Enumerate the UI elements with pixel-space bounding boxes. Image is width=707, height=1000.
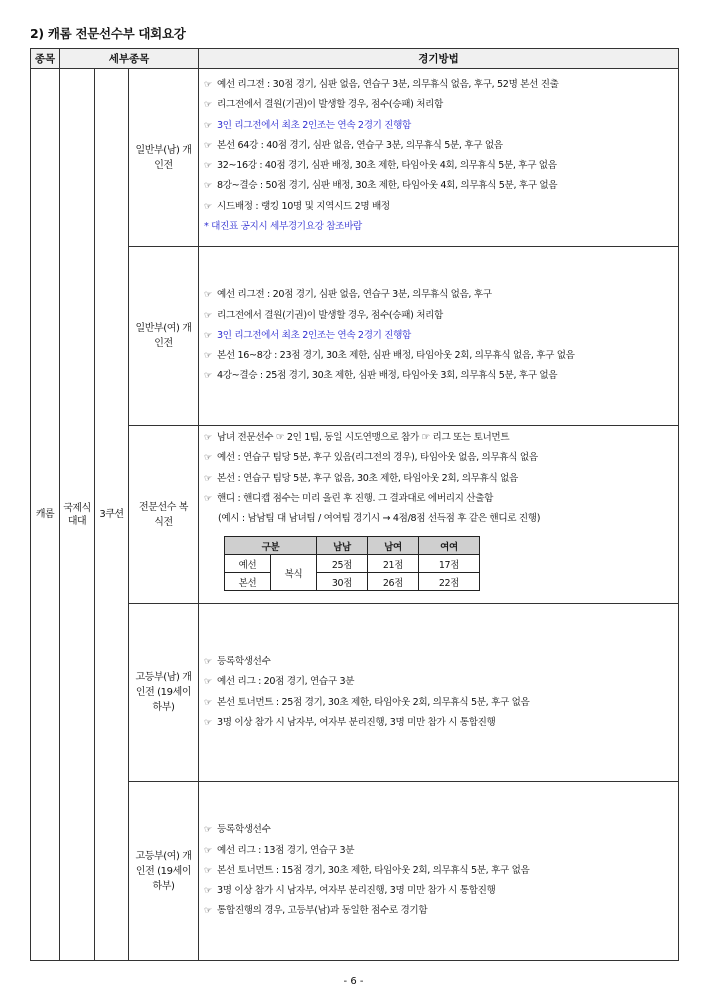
handicap-header-cell: 여여 [419, 537, 480, 555]
rule-line [204, 448, 674, 468]
rule-line [204, 820, 674, 840]
rule-line [204, 285, 674, 305]
rule-text: 3명 이상 참가 시 남자부, 여자부 분리진행, 3명 미만 참가 시 통합진행 [217, 716, 496, 728]
table-header-row [31, 49, 679, 69]
rule-text: 4강~결승 : 25점 경기, 30초 제한, 심판 배정, 타임아웃 3회, 의무휴식 5분, 후구 없음 [217, 370, 558, 382]
event-name: 고등부(여) 개인전 (19세이하부) [129, 782, 199, 961]
pointing-hand-icon: ☞ [204, 140, 212, 151]
event-name: 일반부(남) 개인전 [129, 69, 199, 247]
rule-text: 예선 리그 : 13점 경기, 연습구 3분 [217, 844, 355, 856]
rule-text: 본선 16~8강 : 23점 경기, 30초 제한, 심판 배정, 타임아웃 2회, 의무휴식 없음, 후구 없음 [217, 350, 575, 362]
pointing-hand-icon: ☞ [204, 371, 212, 382]
rule-line [204, 713, 674, 733]
table-row [31, 782, 679, 961]
rule-line [204, 197, 674, 217]
pointing-hand-icon: ☞ [204, 120, 212, 131]
rule-line [204, 881, 674, 901]
event-name: 일반부(여) 개인전 [129, 247, 199, 426]
rule-line [204, 217, 674, 236]
event-name: 전문선수 복식전 [129, 426, 199, 604]
rule-line [204, 652, 674, 672]
rule-text: 3인 리그전에서 최초 2인조는 연속 2경기 진행함 [217, 119, 411, 131]
page-number: - 6 - [343, 976, 364, 987]
rule-text: 통합진행의 경우, 고등부(남)과 동일한 점수로 경기함 [217, 905, 428, 917]
pointing-hand-icon: ☞ [204, 100, 212, 111]
handicap-header-cell: 구분 [225, 537, 317, 555]
rule-text: 본선 토너먼트 : 15점 경기, 30초 제한, 타임아웃 2회, 의무휴식 5분, 후구 없음 [217, 864, 530, 876]
rule-text: 예선 : 연습구 팀당 5분, 후구 있음(리그전의 경우), 타임아웃 없음, 의무휴식 없음 [217, 452, 538, 464]
rule-text: 등록학생선수 [217, 655, 271, 667]
table-row [31, 247, 679, 426]
rule-line [204, 509, 674, 528]
rules-cell [199, 604, 679, 782]
sport-cell: 캐롬 [31, 69, 60, 961]
rules-table [30, 48, 679, 961]
rule-line [204, 672, 674, 692]
pointing-hand-icon: ☞ [204, 453, 212, 464]
handicap-header-cell: 남여 [368, 537, 419, 555]
handicap-stage-cell: 본선 [225, 573, 271, 591]
rule-text: 등록학생선수 [217, 824, 271, 836]
rule-text: 예선 리그전 : 20점 경기, 심판 없음, 연습구 3분, 의무휴식 없음, 후구 [217, 289, 492, 301]
rule-line [204, 306, 674, 326]
handicap-header-row [225, 537, 480, 555]
pointing-hand-icon: ☞ [204, 310, 212, 321]
rule-line [204, 861, 674, 881]
pointing-hand-icon: ☞ [204, 433, 212, 443]
rule-line [204, 841, 674, 861]
handicap-value-cell: 22점 [419, 573, 480, 591]
rule-text: 리그전에서 결원(기권)이 발생할 경우, 점수(승패) 처리함 [217, 99, 443, 111]
rule-line [204, 489, 674, 509]
table-row [31, 69, 679, 247]
pointing-hand-icon: ☞ [204, 677, 212, 688]
section-title: 2) 캐롬 전문선수부 대회요강 [30, 26, 186, 41]
rule-line [204, 428, 674, 448]
pointing-hand-icon: ☞ [204, 201, 212, 212]
rule-text: * 대진표 공지시 세부경기요강 참조바람 [204, 221, 362, 233]
rule-text: 3명 이상 참가 시 남자부, 여자부 분리진행, 3명 미만 참가 시 통합진행 [217, 885, 496, 897]
rule-line [204, 366, 674, 386]
handicap-value-cell: 26점 [368, 573, 419, 591]
pointing-hand-icon: ☞ [204, 906, 212, 917]
handicap-row [225, 573, 480, 591]
handicap-header-cell: 남남 [317, 537, 368, 555]
event-name: 고등부(남) 개인전 (19세이하부) [129, 604, 199, 782]
rule-text: 예선 리그전 : 30점 경기, 심판 없음, 연습구 3분, 의무휴식 없음, 후구, 52명 본선 진출 [217, 79, 559, 90]
rule-line [204, 693, 674, 713]
rule-line [204, 95, 674, 115]
rule-text: 남녀 전문선수 ☞ 2인 1팀, 동일 시도연맹으로 참가 ☞ 리그 또는 토너먼트 [217, 432, 510, 443]
pointing-hand-icon: ☞ [204, 80, 212, 90]
handicap-value-cell: 30점 [317, 573, 368, 591]
cushion-cell: 3쿠션 [95, 69, 129, 961]
pointing-hand-icon: ☞ [204, 825, 212, 836]
pointing-hand-icon: ☞ [204, 351, 212, 362]
rule-text: 시드배정 : 랭킹 10명 및 지역시드 2명 배정 [217, 200, 390, 212]
pointing-hand-icon: ☞ [204, 656, 212, 667]
rule-line [204, 116, 674, 136]
handicap-table [224, 536, 480, 591]
rules-cell [199, 782, 679, 961]
rules-cell [199, 69, 679, 247]
table-row [31, 604, 679, 782]
handicap-row [225, 555, 480, 573]
pointing-hand-icon: ☞ [204, 181, 212, 192]
pointing-hand-icon: ☞ [204, 330, 212, 341]
rule-line [204, 156, 674, 176]
rules-cell [199, 426, 679, 604]
rule-line [204, 176, 674, 196]
rule-line [204, 326, 674, 346]
rule-line [204, 136, 674, 156]
rule-text: 8강~결승 : 50점 경기, 심판 배정, 30초 제한, 타임아웃 4회, 의무휴식 5분, 후구 없음 [217, 180, 558, 192]
header-rules: 경기방법 [199, 49, 679, 69]
rule-line [204, 469, 674, 489]
division-cell: 국제식 대대 [60, 69, 95, 961]
rules-cell [199, 247, 679, 426]
rule-text: 3인 리그전에서 최초 2인조는 연속 2경기 진행함 [217, 329, 411, 341]
rule-text: 예선 리그 : 20점 경기, 연습구 3분 [217, 676, 355, 688]
handicap-value-cell: 17점 [419, 555, 480, 573]
pointing-hand-icon: ☞ [204, 717, 212, 728]
pointing-hand-icon: ☞ [204, 161, 212, 172]
rule-text: 본선 : 연습구 팀당 5분, 후구 없음, 30초 제한, 타임아웃 2회, 의무휴식 없음 [217, 472, 518, 484]
rule-text: 핸디 : 핸디캡 점수는 미리 올린 후 진행. 그 결과대로 에버리지 산출함 [217, 492, 494, 504]
pointing-hand-icon: ☞ [204, 886, 212, 897]
header-sub-event: 세부종목 [60, 49, 199, 69]
rule-line [204, 75, 674, 95]
table-row [31, 426, 679, 604]
rule-text: (예시 : 남남팀 대 남녀팀 / 여여팀 경기시 → 4점/8점 선득점 후 같은 핸디로 진행) [218, 513, 541, 525]
header-sport: 종목 [31, 49, 60, 69]
handicap-value-cell: 25점 [317, 555, 368, 573]
pointing-hand-icon: ☞ [204, 865, 212, 876]
handicap-value-cell: 21점 [368, 555, 419, 573]
rule-text: 본선 토너먼트 : 25점 경기, 30초 제한, 타임아웃 2회, 의무휴식 5분, 후구 없음 [217, 696, 530, 708]
handicap-type-cell: 복식 [271, 555, 317, 591]
handicap-stage-cell: 예선 [225, 555, 271, 573]
pointing-hand-icon: ☞ [204, 473, 212, 484]
rule-text: 본선 64강 : 40점 경기, 심판 없음, 연습구 3분, 의무휴식 5분, 후구 없음 [217, 139, 503, 151]
rule-text: 32~16강 : 40점 경기, 심판 배정, 30초 제한, 타임아웃 4회, 의무휴식 5분, 후구 없음 [217, 160, 557, 172]
rule-text: 리그전에서 결원(기권)이 발생할 경우, 점수(승패) 처리함 [217, 309, 443, 321]
rule-line [204, 901, 674, 921]
pointing-hand-icon: ☞ [204, 845, 212, 856]
pointing-hand-icon: ☞ [204, 493, 212, 504]
pointing-hand-icon: ☞ [204, 290, 212, 301]
rule-line [204, 346, 674, 366]
pointing-hand-icon: ☞ [204, 697, 212, 708]
